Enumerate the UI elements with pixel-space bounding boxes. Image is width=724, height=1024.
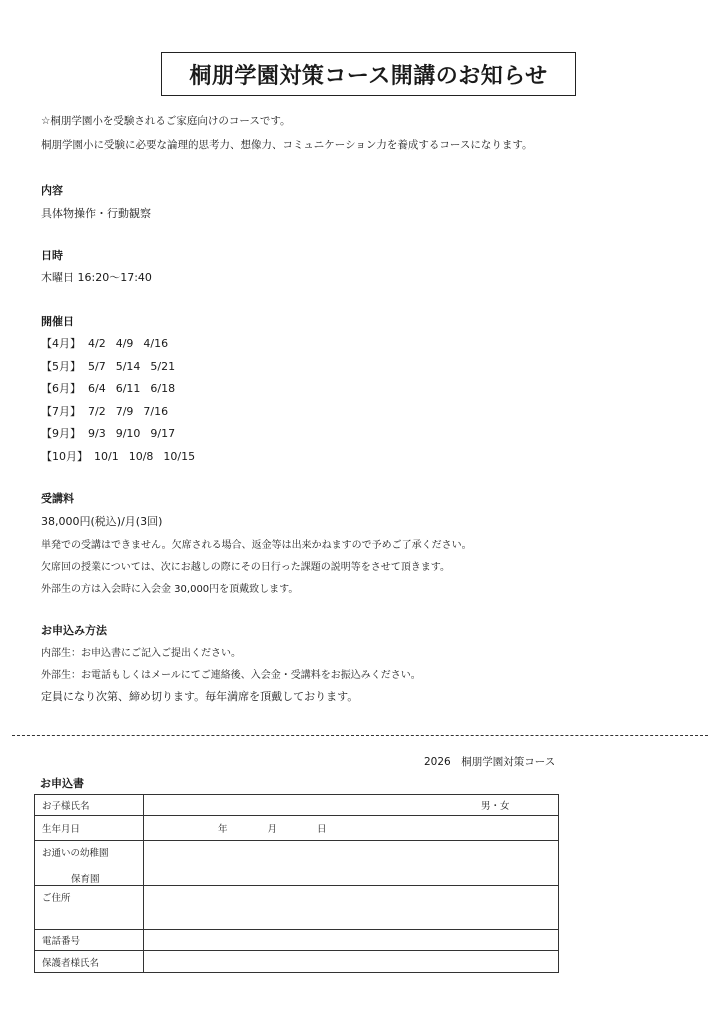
day-label: 日 <box>317 824 327 835</box>
nursery-text: 保育園 <box>71 874 100 885</box>
date: 4/2 <box>88 337 106 350</box>
kindergarten-field[interactable] <box>144 841 559 886</box>
date: 7/9 <box>115 404 134 418</box>
date: 5/7 <box>88 359 106 373</box>
content-heading: 内容 <box>41 184 63 197</box>
page-title: 桐朋学園対策コース開講のお知らせ <box>161 52 576 96</box>
date: 6/11 <box>115 382 141 396</box>
schedule-text: 木曜日 16:20～17:40 <box>41 271 152 284</box>
kindergarten-label <box>35 841 144 886</box>
month-label: 【5月】 <box>41 359 81 373</box>
month-label: 【6月】 <box>41 382 81 396</box>
dates-row-july <box>41 401 205 424</box>
birthdate-field[interactable] <box>144 816 559 841</box>
form-row-child-name <box>35 795 559 816</box>
date: 10/15 <box>163 449 196 463</box>
child-name-field[interactable] <box>144 795 559 816</box>
dates-row-september <box>41 423 205 446</box>
application-form <box>34 794 559 973</box>
date: 9/3 <box>88 427 106 441</box>
kindergarten-text: お通いの幼稚園 <box>42 848 109 859</box>
month-label: 【9月】 <box>41 427 81 441</box>
phone-label: 電話番号 <box>35 930 144 951</box>
form-row-address <box>35 886 559 930</box>
fee-note-1: 単発での受講はできません。欠席される場合、返金等は出来かねますので予めご了承ください。 <box>41 540 472 551</box>
fee-note-3: 外部生の方は入会時に入会金 30,000円を頂戴致します。 <box>41 584 299 595</box>
date: 4/16 <box>143 337 169 350</box>
month-label: 【7月】 <box>41 404 81 418</box>
apply-line-1: 内部生：お申込書にご記入ご提出ください。 <box>41 648 241 659</box>
address-label: ご住所 <box>35 886 144 930</box>
schedule-heading: 日時 <box>41 249 63 262</box>
form-row-birthdate <box>35 816 559 841</box>
date: 9/10 <box>115 427 141 441</box>
date: 10/1 <box>94 449 119 463</box>
gender-choice[interactable]: 男・女 <box>481 801 510 812</box>
form-row-phone <box>35 930 559 951</box>
date: 10/8 <box>128 449 154 463</box>
year-label: 年 <box>218 824 228 835</box>
date: 4/9 <box>115 337 134 350</box>
form-heading: お申込書 <box>40 777 84 790</box>
date: 6/18 <box>150 382 176 396</box>
apply-line-3: 定員になり次第、締め切ります。毎年満席を頂戴しております。 <box>41 690 359 703</box>
date: 7/16 <box>143 404 169 418</box>
month-label: 【10月】 <box>41 449 88 463</box>
dates-list <box>41 333 205 469</box>
dates-row-june <box>41 378 205 401</box>
dates-row-april <box>41 333 205 356</box>
date: 9/17 <box>150 427 176 441</box>
fee-note-2: 欠席回の授業については、次にお越しの際にその日行った課題の説明等をさせて頂きます。 <box>41 562 450 573</box>
form-row-kindergarten <box>35 841 559 886</box>
month-label: 【4月】 <box>41 337 81 350</box>
date: 5/21 <box>150 359 176 373</box>
date: 5/14 <box>115 359 141 373</box>
intro-line-1: ☆桐朋学園小を受験されるご家庭向けのコースです。 <box>41 115 291 127</box>
phone-field[interactable] <box>144 930 559 951</box>
intro-line-2: 桐朋学園小に受験に必要な論理的思考力、想像力、コミュニケーション力を養成するコースになります。 <box>41 139 533 151</box>
guardian-field[interactable] <box>144 951 559 973</box>
date: 6/4 <box>88 382 106 396</box>
child-name-label: お子様氏名 <box>35 795 144 816</box>
dates-row-may <box>41 356 205 379</box>
guardian-label: 保護者様氏名 <box>35 951 144 973</box>
fee-heading: 受講料 <box>41 492 74 505</box>
apply-heading: お申込み方法 <box>41 624 107 637</box>
birthdate-label: 生年月日 <box>35 816 144 841</box>
cut-line <box>12 735 708 736</box>
dates-row-october <box>41 446 205 469</box>
form-row-guardian <box>35 951 559 973</box>
address-field[interactable] <box>144 886 559 930</box>
dates-heading: 開催日 <box>41 315 74 328</box>
apply-line-2: 外部生：お電話もしくはメールにてご連絡後、入会金・受講料をお振込みください。 <box>41 670 421 681</box>
fee-price: 38,000円(税込)/月(3回) <box>41 515 163 528</box>
content-text: 具体物操作・行動観察 <box>41 207 151 220</box>
month-label: 月 <box>267 824 278 835</box>
form-course-name: 2026 桐朋学園対策コース <box>424 756 556 768</box>
date: 7/2 <box>88 404 106 418</box>
